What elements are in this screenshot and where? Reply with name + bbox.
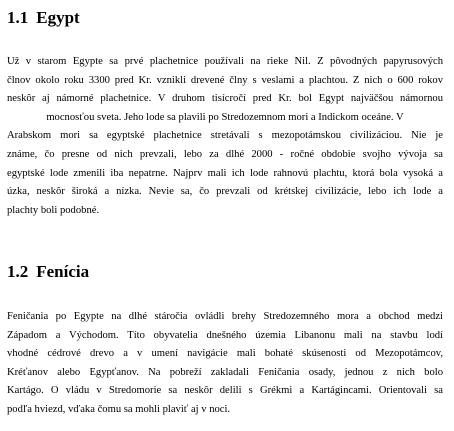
text-line: úzka, neskôr široká a nízka. Nevie sa, čo prevzali od krétskej civilizácie, lebo ich lode a bbox=[7, 186, 443, 198]
section-title: Egypt bbox=[36, 8, 80, 27]
text-line: plachty boli podobné. bbox=[7, 204, 100, 216]
section-heading-egypt bbox=[7, 8, 80, 28]
section-number: 1.2 bbox=[7, 262, 29, 281]
text-line: vhodné cédrové drevo a v umení navigácie mali bohaté skúsenosti od Mezopotámcov, bbox=[7, 348, 443, 360]
text-line: Kréťanov alebo Egypťanov. Na pobreží zakladali Feničania osady, jednou z nich bolo bbox=[7, 366, 443, 378]
text-line: známe, čo presne od nich prevzali, lebo za dlhé 2000 - ročné obdobie svojho vývoja sa bbox=[7, 148, 443, 160]
text-line: Kartágo. O vládu v Stredomorie sa neskôr delili s Grékmi a Kartágincami. Orientovali sa bbox=[7, 385, 443, 397]
section-number: 1.1 bbox=[7, 8, 29, 27]
text-line: Už v starom Egypte sa prvé plachetnice používali na rieke Nil. Z pôvodných papyrusových bbox=[7, 56, 443, 67]
paragraph-fenicia bbox=[7, 308, 443, 420]
text-line: Západom a Východom. Títo obyvatelia dnešného územia Libanonu mali na stavbu lodí bbox=[7, 329, 443, 341]
section-title: Fenícia bbox=[36, 262, 90, 281]
text-line: neskôr aj námorné plachetnice. V druhom tisícročí pred Kr. bol Egypt najväčšou námornou bbox=[7, 93, 443, 105]
section-heading-fenicia bbox=[7, 262, 89, 282]
text-line: člnov okolo roku 3300 pred Kr. vznikli drevené člny s veslami a plachtou. Z nich o 600 rokov bbox=[7, 74, 443, 86]
text-line: mocnosťou sveta. Jeho lode sa plavili po Stredozemnom mori a Indickom oceáne. V bbox=[46, 111, 404, 123]
text-line: egyptské lode zmenili iba nepatrne. Najprv mali ich lode rahnovú plachtu, ktorá bola vysoká a bbox=[7, 167, 443, 179]
paragraph-egypt bbox=[7, 53, 443, 220]
text-line: Arabskom mori sa egyptské plachetnice stretávali s mezopotámskou civilizáciou. Nie je bbox=[7, 130, 443, 142]
text-line: Feničania po Egypte na dlhé stáročia ovládli brehy Stredozemného mora a obchod medzi bbox=[7, 311, 443, 322]
text-line: podľa hviezd, vďaka čomu sa mohli plaviť aj v noci. bbox=[7, 403, 231, 415]
